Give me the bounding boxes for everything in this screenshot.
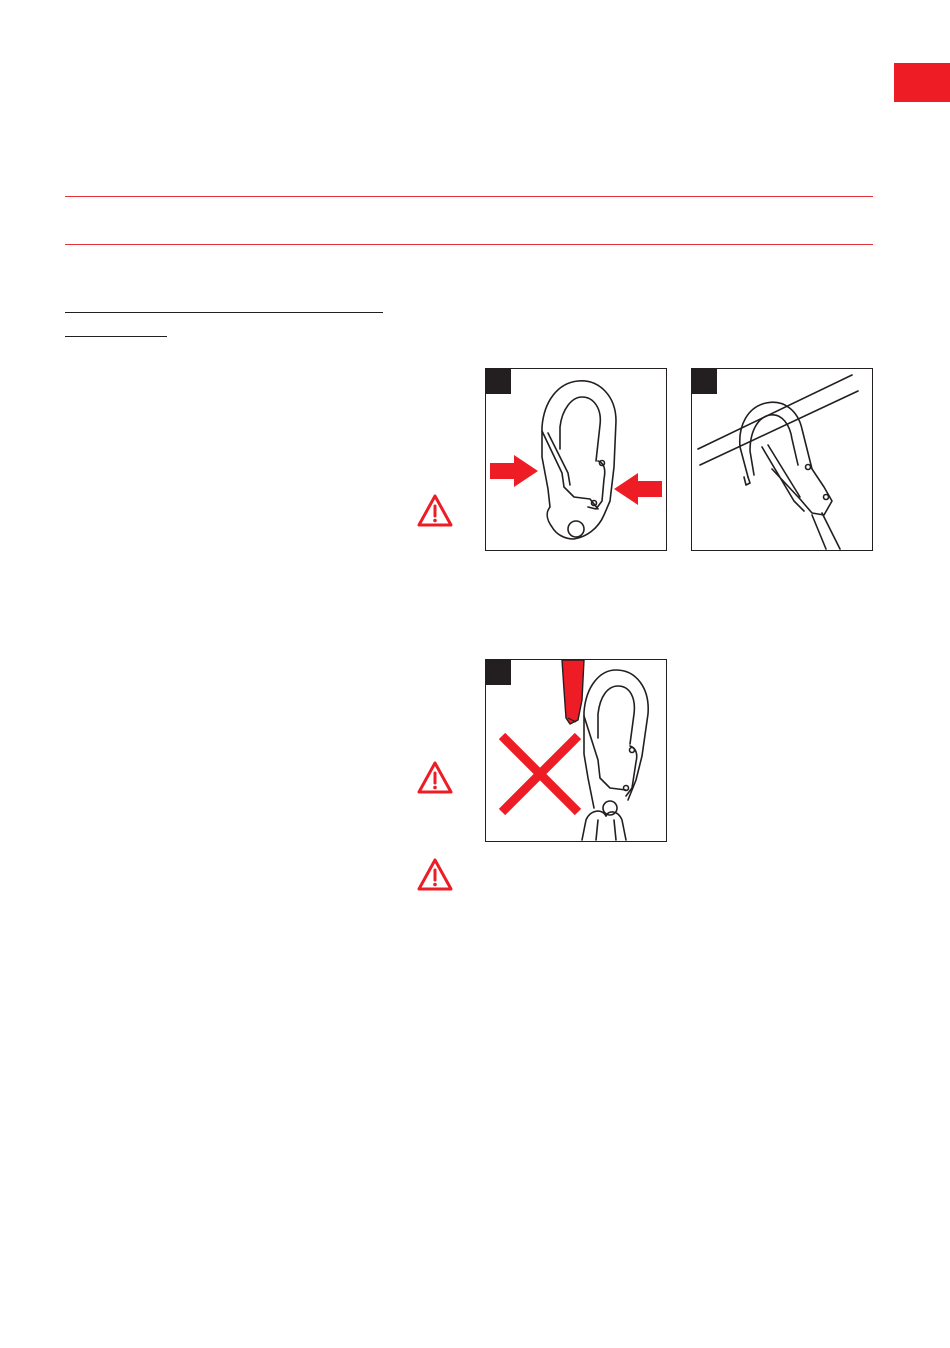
rail-top-edge [698,375,852,449]
hook-gate-edge [548,433,570,485]
lanyard-strap [822,513,840,549]
lanyard-strand-right [614,820,616,840]
figure-hook-squeeze [485,368,667,551]
hook-rivet-lower [824,495,829,500]
section-rule-top [65,196,873,197]
hook-rivet [806,465,811,470]
red-x-icon [502,736,578,812]
red-webbing-strap [562,660,584,724]
hook-body-outline [542,381,616,539]
red-arrow-icon [490,455,538,487]
warning-triangle-icon [417,761,453,795]
hook-gate [542,431,598,509]
hook-on-rail-illustration [692,369,872,550]
hook-inner-outline [560,397,600,461]
warning-triangle-icon [417,858,453,892]
red-arrow-icon [614,473,662,505]
heading-underline [65,312,383,313]
warning-triangle-icon [417,494,453,528]
figure-incorrect-connection [485,659,667,842]
language-tab-marker [894,63,950,102]
incorrect-connection-illustration [486,660,666,841]
hook-rivet-lower [624,786,629,791]
section-rule-bottom [65,244,873,245]
lanyard-loop [582,811,606,840]
hook-lever [626,746,637,796]
hook-rivet [630,748,635,753]
snap-hook-illustration [486,369,666,550]
hook-body-outline [584,670,648,808]
heading-underline-continued [65,336,167,337]
hook-tip [744,477,750,485]
hook-eye [568,521,584,537]
figure-hook-on-rail [691,368,873,551]
hook-gate [584,716,626,790]
hook-gate [762,447,804,511]
hook-body-outline [740,402,832,515]
lanyard-strand [596,820,598,840]
lanyard-strap-edge [812,515,826,549]
hook-inner-outline [598,686,634,744]
